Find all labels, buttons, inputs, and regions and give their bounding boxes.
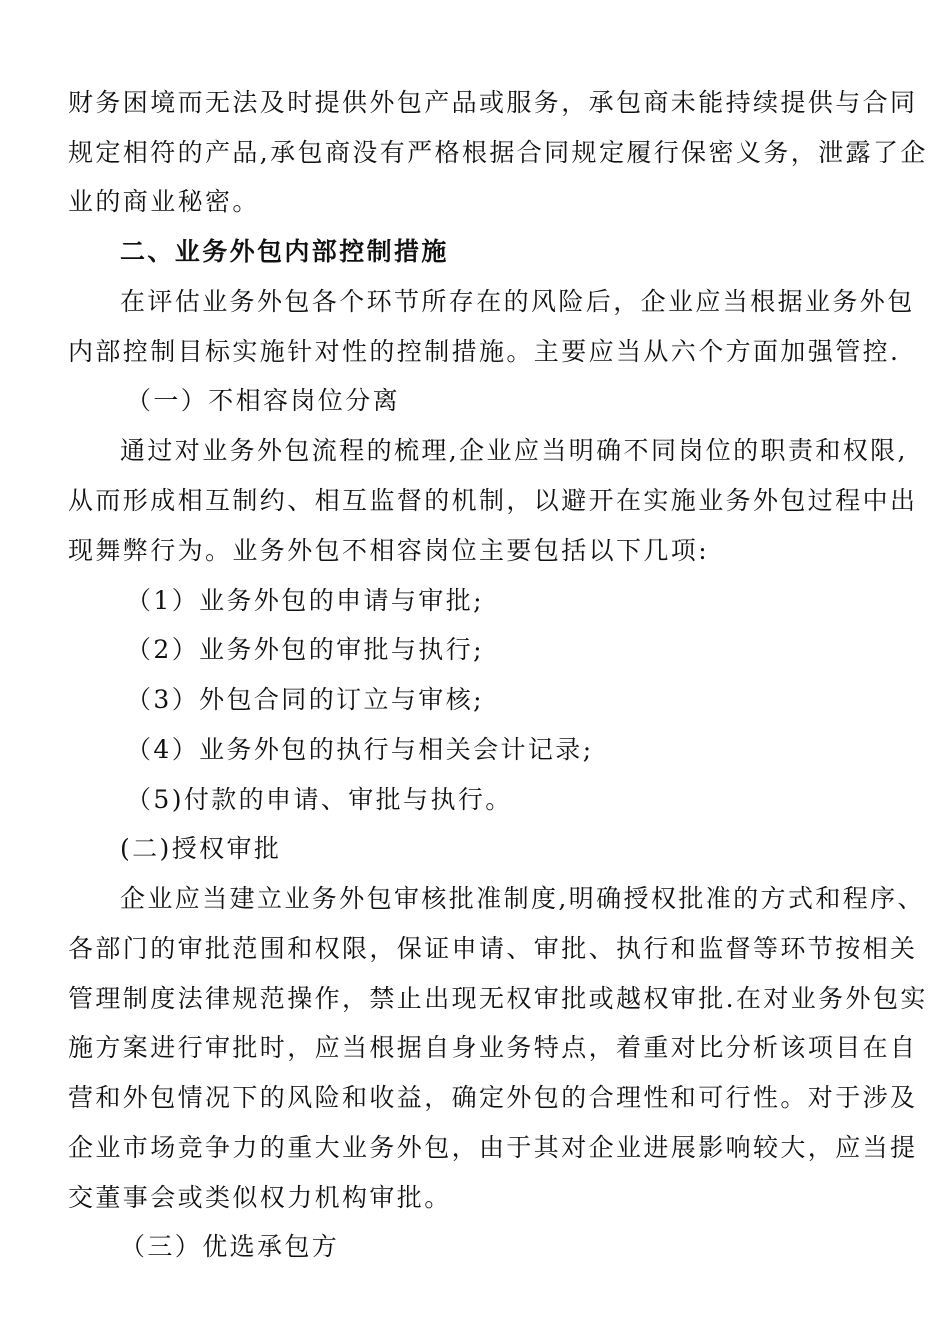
list-item: （4）业务外包的执行与相关会计记录; [126, 735, 594, 764]
list-item: （3）外包合同的订立与审核; [126, 685, 484, 714]
body-text-line: 从而形成相互制约、相互监督的机制，以避开在实施业务外包过程中出 [68, 486, 918, 515]
body-text-line: 施方案进行审批时，应当根据自身业务特点，着重对比分析该项目在自 [68, 1033, 918, 1062]
body-text-line: 通过对业务外包流程的梳理,企业应当明确不同岗位的职责和权限, [120, 436, 908, 465]
body-text-line: 规定相符的产品,承包商没有严格根据合同规定履行保密义务，泄露了企 [68, 138, 928, 167]
subsection-heading: (二)授权审批 [120, 834, 282, 863]
body-text-line: 现舞弊行为。业务外包不相容岗位主要包括以下几项: [68, 536, 710, 565]
body-text-line: 管理制度法律规范操作，禁止出现无权审批或越权审批.在对业务外包实 [68, 984, 928, 1013]
body-text-line: 交董事会或类似权力机构审批。 [68, 1183, 452, 1212]
section-heading: 二、业务外包内部控制措施 [120, 237, 449, 266]
body-text-line: 业的商业秘密。 [68, 187, 260, 216]
list-item: （5)付款的申请、审批与执行。 [126, 785, 513, 814]
body-text-line: 营和外包情况下的风险和收益，确定外包的合理性和可行性。对于涉及 [68, 1083, 918, 1112]
subsection-heading: （一）不相容岗位分离 [126, 386, 401, 415]
body-text-line: 在评估业务外包各个环节所存在的风险后，企业应当根据业务外包 [120, 287, 915, 316]
body-text-line: 内部控制目标实施针对性的控制措施。主要应当从六个方面加强管控. [68, 337, 901, 366]
body-text-line: 企业市场竞争力的重大业务外包，由于其对企业进展影响较大，应当提 [68, 1133, 918, 1162]
subsection-heading: （三）优选承包方 [120, 1232, 340, 1261]
list-item: （1）业务外包的申请与审批; [126, 586, 484, 615]
body-text-line: 各部门的审批范围和权限，保证申请、审批、执行和监督等环节按相关 [68, 934, 918, 963]
list-item: （2）业务外包的审批与执行; [126, 635, 484, 664]
body-text-line: 财务困境而无法及时提供外包产品或服务，承包商未能持续提供与合同 [68, 88, 918, 117]
body-text-line: 企业应当建立业务外包审核批准制度,明确授权批准的方式和程序、 [120, 884, 925, 913]
